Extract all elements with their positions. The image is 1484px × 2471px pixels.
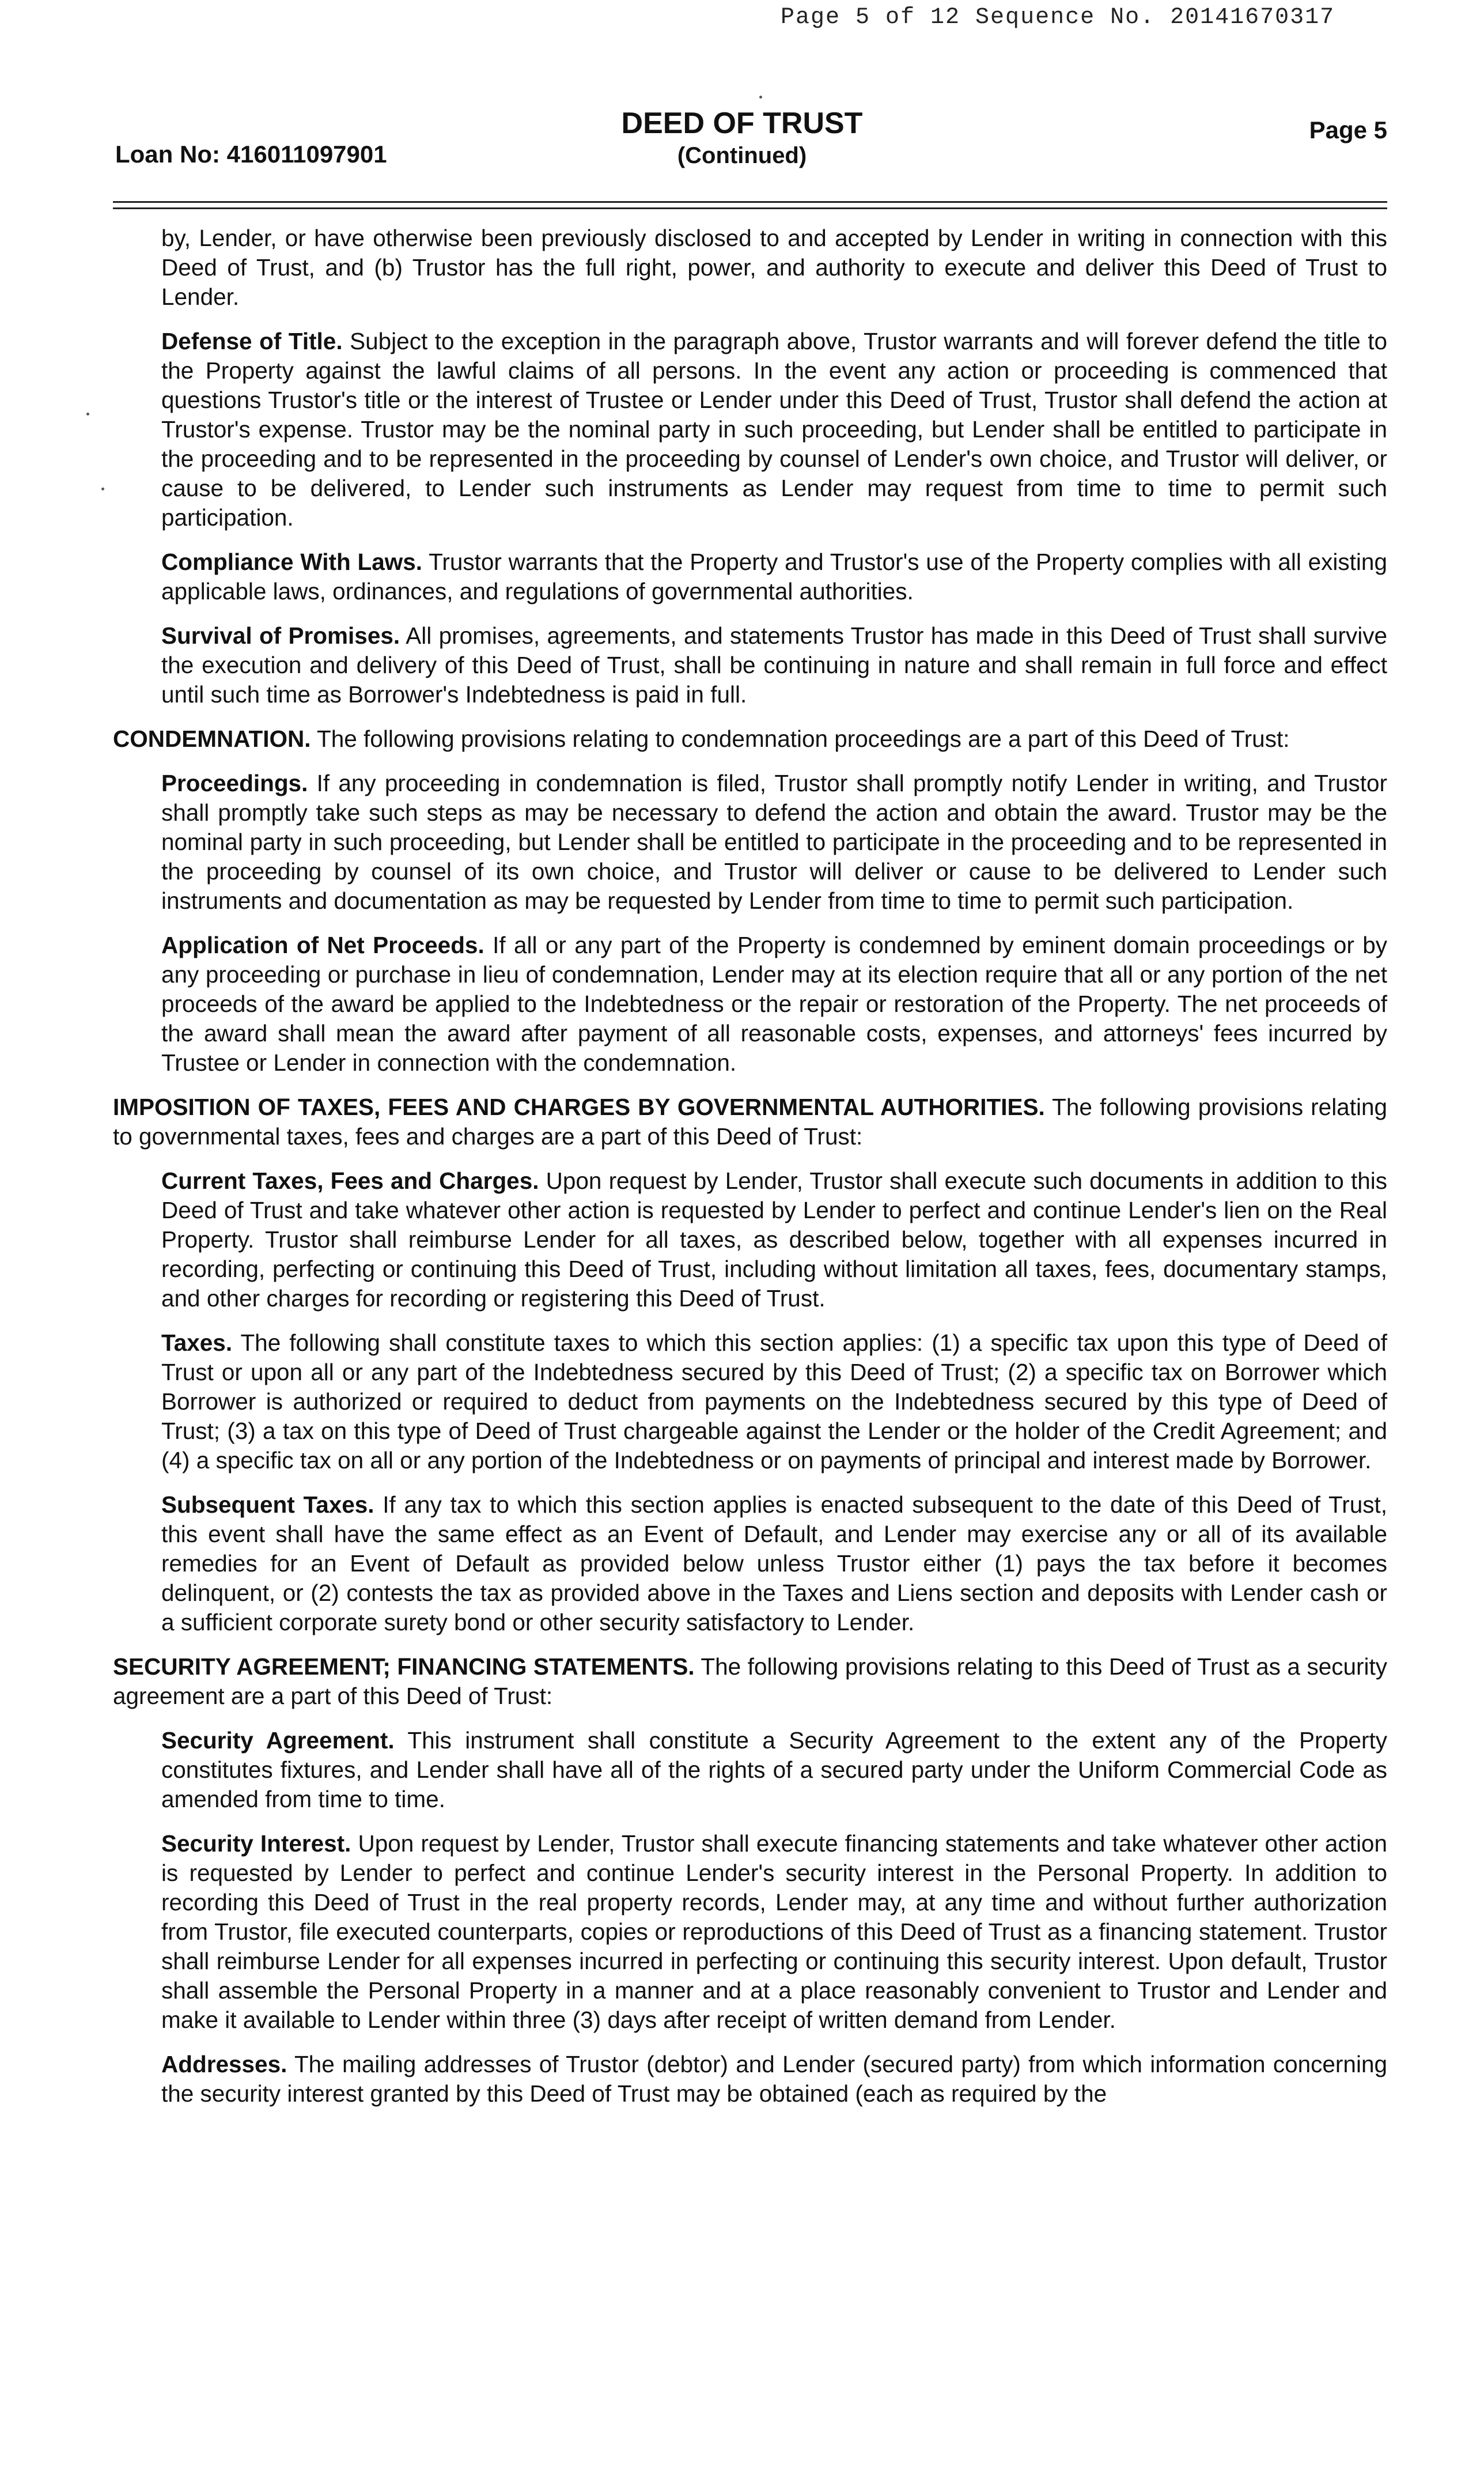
sequence-line: Page 5 of 12 Sequence No. 20141670317 [781, 5, 1335, 31]
page-number: Page 5 [1309, 116, 1387, 143]
scan-speck [86, 413, 89, 415]
paragraph-proceedings: Proceedings. If any proceeding in condemnation is filed, Trustor shall promptly notify Lender in writing, and Trustor shall promptly take such steps as may be necessary to defend the action and obtain the award. Trustor may be the nominal party in such proceeding, but Lender shall be entitled to participate in the proceeding and to be represented in the proceeding by counsel of its own choice, and Trustor will deliver or cause to be delivered to Lender such instruments and documentation as may be requested by Lender from time to time to permit such participation. [161, 770, 1388, 914]
paragraph-current-taxes: Current Taxes, Fees and Charges. Upon request by Lender, Trustor shall execute such documents in addition to this Deed of Trust and take whatever other action is requested by Lender to perfect and continue Lender's lien on the Real Property. Trustor shall reimburse Lender for all taxes, as described below, together with all expenses incurred in recording, perfecting or continuing this Deed of Trust, including without limitation all taxes, fees, documentary stamps, and other charges for recording or registering this Deed of Trust. [161, 1168, 1387, 1312]
document-body [113, 224, 1387, 2124]
section-imposition-of-taxes: IMPOSITION OF TAXES, FEES AND CHARGES BY GOVERNMENTAL AUTHORITIES. The following provisions relating to governmental taxes, fees and charges are a part of this Deed of Trust: [113, 1094, 1388, 1150]
paragraph-security-interest: Security Interest. Upon request by Lender, Trustor shall execute financing statements and take whatever other action is requested by Lender to perfect and continue Lender's security interest in the Personal Property. In addition to recording this Deed of Trust in the real property records, Lender may, at any time and without further authorization from Trustor, file executed counterparts, copies or reproductions of this Deed of Trust as a financing statement. Trustor shall reimburse Lender for all expenses incurred in perfecting or continuing this security interest. Upon default, Trustor shall assemble the Personal Property in a manner and at a place reasonably convenient to Trustor and Lender and make it available to Lender within three (3) days after receipt of written demand from Lender. [161, 1830, 1387, 2033]
document-title: DEED OF TRUST [621, 107, 863, 140]
header-rule-bottom [113, 207, 1387, 209]
loan-number: Loan No: 416011097901 [115, 141, 387, 168]
scan-speck [101, 488, 104, 490]
section-security-agreement: SECURITY AGREEMENT; FINANCING STATEMENTS. The following provisions relating to this Deed of Trust as a security agreement are a part of this Deed of Trust: [113, 1653, 1387, 1709]
scan-speck [759, 96, 762, 99]
paragraph-compliance-with-laws: Compliance With Laws. Trustor warrants that the Property and Trustor's use of the Property complies with all existing applicable laws, ordinances, and regulations of governmental authorities. [161, 549, 1387, 604]
document-subtitle: (Continued) [677, 143, 807, 168]
paragraph-application-of-net-proceeds: Application of Net Proceeds. If all or any part of the Property is condemned by eminent domain proceedings or by any proceeding or purchase in lieu of condemnation, Lender may at its election require that all or any portion of the net proceeds of the award be applied to the Indebtedness or the repair or restoration of the Property. The net proceeds of the award shall mean the award after payment of all reasonable costs, expenses, and attorneys' fees incurred by Trustee or Lender in connection with the condemnation. [161, 932, 1387, 1076]
paragraph-security-agreement: Security Agreement. This instrument shall constitute a Security Agreement to the extent any of the Property constitutes fixtures, and Lender shall have all of the rights of a secured party under the Uniform Commercial Code as amended from time to time. [161, 1727, 1388, 1812]
paragraph-subsequent-taxes: Subsequent Taxes. If any tax to which this section applies is enacted subsequent to the date of this Deed of Trust, this event shall have the same effect as an Event of Default, and Lender may exercise any or all of its available remedies for an Event of Default as provided below unless Trustor either (1) pays the tax before it becomes delinquent, or (2) contests the tax as provided above in the Taxes and Liens section and deposits with Lender cash or a sufficient corporate surety bond or other security satisfactory to Lender. [161, 1491, 1387, 1635]
paragraph-taxes: Taxes. The following shall constitute taxes to which this section applies: (1) a specific tax upon this type of Deed of Trust or upon all or any part of the Indebtedness secured by this Deed of Trust; (2) a specific tax on Borrower which Borrower is authorized or required to deduct from payments on the Indebtedness secured by this type of Deed of Trust; (3) a tax on this type of Deed of Trust chargeable against the Lender or the holder of the Credit Agreement; and (4) a specific tax on all or any portion of the Indebtedness or on payments of principal and interest made by Borrower. [161, 1329, 1387, 1473]
section-condemnation: CONDEMNATION. The following provisions relating to condemnation proceedings are a part of this Deed of Trust: [113, 726, 1290, 752]
paragraph-defense-of-title: Defense of Title. Subject to the exception in the paragraph above, Trustor warrants and will forever defend the title to the Property against the lawful claims of all persons. In the event any action or proceeding is commenced that questions Trustor's title or the interest of Trustee or Lender under this Deed of Trust, Trustor shall defend the action at Trustor's expense. Trustor may be the nominal party in such proceeding, but Lender shall be entitled to participate in the proceeding and to be represented in the proceeding by counsel of Lender's own choice, and Trustor will deliver, or cause to be delivered, to Lender such instruments as Lender may request from time to time to permit such participation. [161, 328, 1387, 531]
header-rule-top [113, 201, 1387, 203]
paragraph-survival-of-promises: Survival of Promises. All promises, agreements, and statements Trustor has made in this Deed of Trust shall survive the execution and delivery of this Deed of Trust, shall be continuing in nature and shall remain in full force and effect until such time as Borrower's Indebtedness is paid in full. [161, 622, 1387, 708]
paragraph-continuation: by, Lender, or have otherwise been previously disclosed to and accepted by Lender in writing in connection with this Deed of Trust, and (b) Trustor has the full right, power, and authority to execute and deliver this Deed of Trust to Lender. [161, 225, 1387, 310]
paragraph-addresses: Addresses. The mailing addresses of Trustor (debtor) and Lender (secured party) from which information concerning the security interest granted by this Deed of Trust may be obtained (each as required by the [161, 2051, 1387, 2107]
